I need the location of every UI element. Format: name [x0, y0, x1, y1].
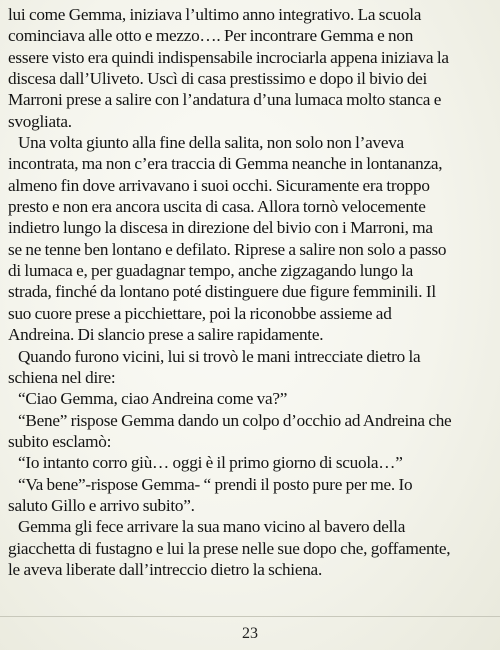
text-line: presto e non era ancora uscita di casa. Allora tornò velocemente [8, 197, 426, 217]
text-line: svogliata. [8, 111, 72, 131]
footer-divider [0, 616, 500, 617]
text-line: cominciava alle otto e mezzo…. Per incontrare Gemma e non [8, 26, 414, 46]
text-line: almeno fin dove arrivavano i suoi occhi. Sicuramente era troppo [8, 175, 430, 195]
text-line: subito esclamò: [8, 431, 112, 451]
text-line: “Ciao Gemma, ciao Andreina come va?” [18, 389, 288, 409]
text-line: saluto Gillo e arrivo subito”. [8, 495, 195, 515]
text-line: schiena nel dire: [8, 367, 116, 387]
text-line: “Io intanto corro giù… oggi è il primo giorno di scuola…” [18, 453, 403, 473]
text-line: Gemma gli fece arrivare la sua mano vicino al bavero della [18, 517, 406, 537]
text-line: giacchetta di fustagno e lui la prese nelle sue dopo che, goffamente, [8, 538, 451, 558]
page-text-body [8, 4, 494, 580]
text-line: incontrata, ma non c’era traccia di Gemma neanche in lontananza, [8, 154, 443, 174]
text-line: Andreina. Di slancio prese a salire rapidamente. [8, 325, 324, 345]
text-line: “Bene” rispose Gemma dando un colpo d’occhio ad Andreina che [18, 410, 452, 430]
text-line: “Va bene”-rispose Gemma- “ prendi il posto pure per me. Io [18, 474, 413, 494]
text-line: se ne tenne ben lontano e defilato. Riprese a salire non solo a passo [8, 239, 447, 259]
text-line: Quando furono vicini, lui si trovò le mani intrecciate dietro la [18, 346, 421, 366]
text-line: suo cuore prese a picchiettare, poi la riconobbe assieme ad [8, 303, 392, 323]
text-line: di lumaca e, per guadagnar tempo, anche zigzagando lungo la [8, 261, 414, 281]
text-line: le aveva liberate dall’intreccio dietro la schiena. [8, 559, 322, 579]
text-line: Marroni prese a salire con l’andatura d’una lumaca molto stanca e [8, 90, 442, 110]
page-number: 23 [242, 625, 258, 642]
text-line: indietro lungo la discesa in direzione del bivio con i Marroni, ma [8, 218, 433, 238]
text-line: Una volta giunto alla fine della salita, non solo non l’aveva [18, 133, 404, 153]
text-line: essere visto era quindi indispensabile incrociarla appena iniziava la [8, 47, 449, 67]
text-line: lui come Gemma, iniziava l’ultimo anno integrativo. La scuola [8, 5, 422, 24]
text-line: strada, finché da lontano poté distinguere due figure femminili. Il [8, 282, 436, 302]
text-line: discesa dall’Uliveto. Uscì di casa prestissimo e dopo il bivio dei [8, 69, 428, 89]
